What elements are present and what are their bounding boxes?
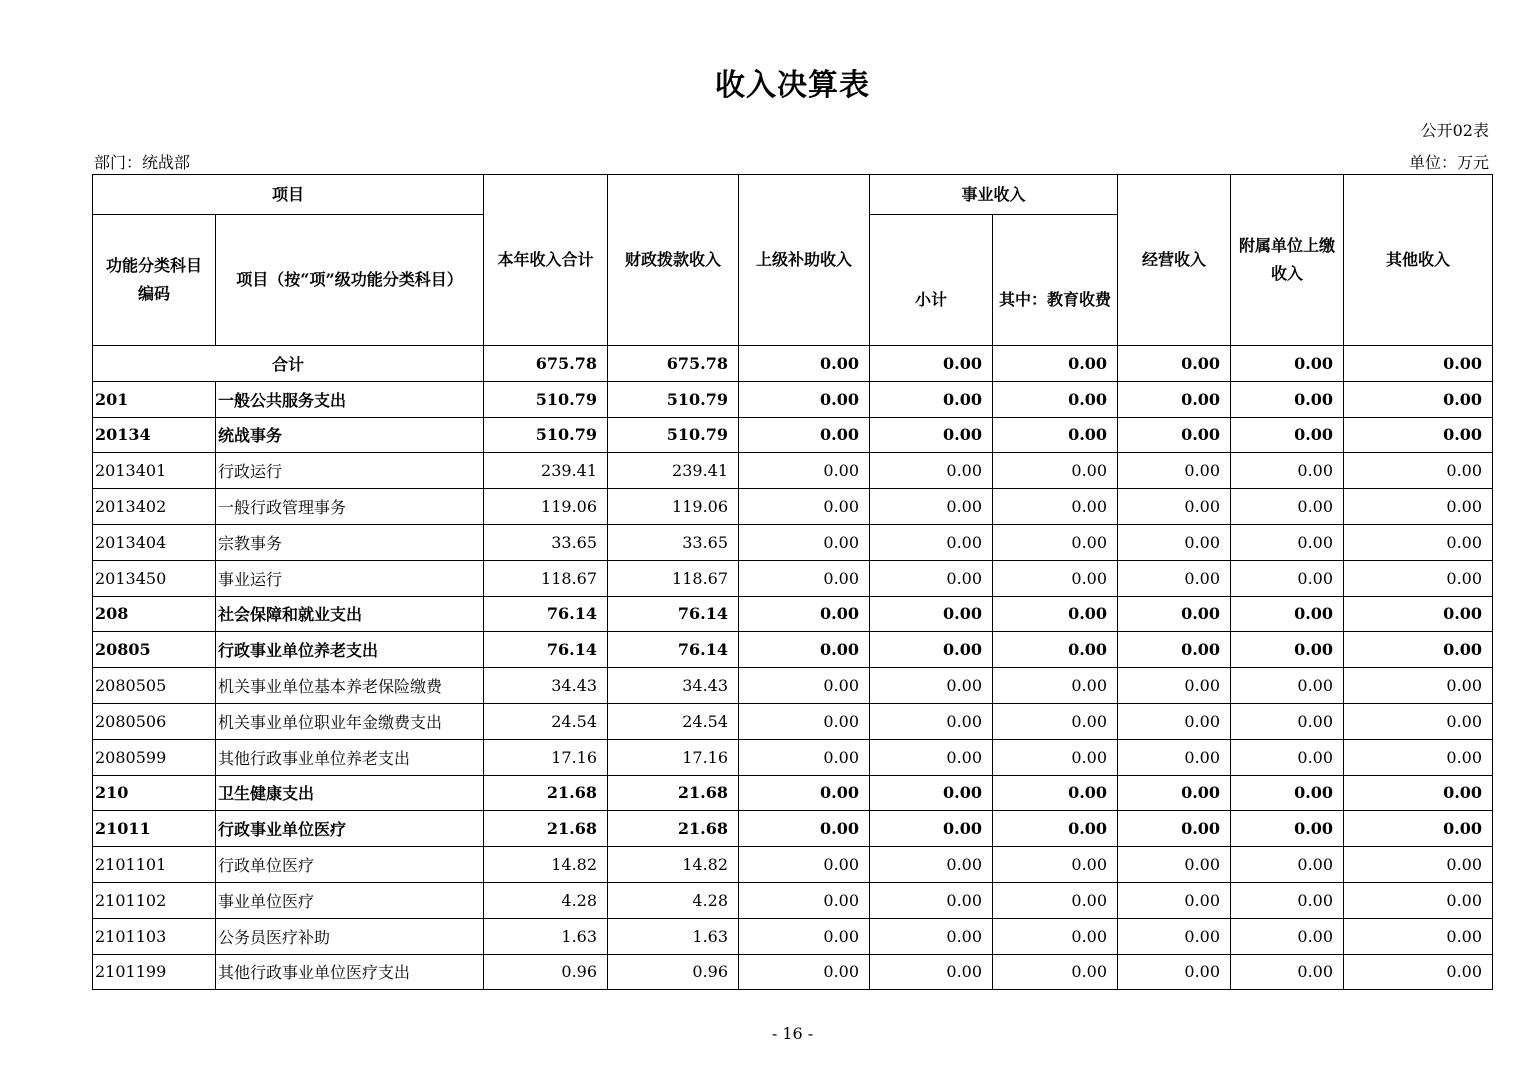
- row-value: 118.67: [484, 560, 608, 596]
- row-value: 0.00: [870, 739, 993, 775]
- row-name: 公务员医疗补助: [216, 918, 484, 954]
- row-value: 0.00: [993, 668, 1118, 704]
- row-name: 宗教事务: [216, 524, 484, 560]
- row-value: 0.00: [739, 882, 870, 918]
- row-value: 0.00: [739, 954, 870, 990]
- row-name: 机关事业单位职业年金缴费支出: [216, 703, 484, 739]
- row-code: 2013401: [93, 453, 216, 489]
- row-value: 21.68: [608, 775, 739, 811]
- row-value: 0.00: [1118, 453, 1231, 489]
- row-value: 4.28: [608, 882, 739, 918]
- row-value: 510.79: [484, 381, 608, 417]
- row-value: 0.96: [484, 954, 608, 990]
- table-row: [93, 596, 1493, 632]
- row-value: 0.00: [993, 417, 1118, 453]
- row-value: 0.00: [739, 811, 870, 847]
- row-value: 0.00: [739, 668, 870, 704]
- row-value: 0.00: [739, 417, 870, 453]
- row-value: 0.00: [1231, 775, 1344, 811]
- row-code: 2101101: [93, 847, 216, 883]
- row-code: 2101199: [93, 954, 216, 990]
- row-value: 0.00: [993, 918, 1118, 954]
- row-value: 239.41: [484, 453, 608, 489]
- row-value: 0.00: [1118, 524, 1231, 560]
- department-label: 部门：统战部: [94, 153, 191, 172]
- row-value: 14.82: [484, 847, 608, 883]
- row-value: 1.63: [484, 918, 608, 954]
- row-value: 0.00: [870, 703, 993, 739]
- row-value: 0.00: [1231, 524, 1344, 560]
- row-value: 0.00: [1231, 489, 1344, 525]
- row-value: 0.00: [1344, 775, 1493, 811]
- row-value: 0.00: [1231, 954, 1344, 990]
- row-value: 0.00: [870, 847, 993, 883]
- row-code: 2013404: [93, 524, 216, 560]
- row-value: 0.00: [870, 775, 993, 811]
- row-value: 0.00: [993, 596, 1118, 632]
- row-value: 0.00: [1344, 918, 1493, 954]
- total-value: 0.00: [739, 346, 870, 382]
- row-value: 0.00: [1231, 847, 1344, 883]
- row-code: 201: [93, 381, 216, 417]
- total-value: 0.00: [1118, 346, 1231, 382]
- row-code: 208: [93, 596, 216, 632]
- row-value: 0.00: [1231, 453, 1344, 489]
- row-value: 0.00: [1344, 489, 1493, 525]
- header-fiscal: 财政拨款收入: [608, 175, 739, 346]
- row-value: 0.00: [1118, 882, 1231, 918]
- table-row: [93, 453, 1493, 489]
- table-row: [93, 417, 1493, 453]
- row-value: 0.00: [1344, 668, 1493, 704]
- row-value: 21.68: [484, 775, 608, 811]
- row-value: 119.06: [608, 489, 739, 525]
- total-value: 675.78: [608, 346, 739, 382]
- row-name: 其他行政事业单位养老支出: [216, 739, 484, 775]
- row-value: 0.00: [993, 381, 1118, 417]
- row-value: 0.96: [608, 954, 739, 990]
- row-value: 0.00: [1118, 417, 1231, 453]
- row-value: 0.00: [739, 775, 870, 811]
- table-row: [93, 632, 1493, 668]
- row-name: 事业单位医疗: [216, 882, 484, 918]
- row-value: 0.00: [1231, 560, 1344, 596]
- row-value: 76.14: [484, 596, 608, 632]
- row-value: 0.00: [993, 811, 1118, 847]
- table-row: [93, 703, 1493, 739]
- row-value: 0.00: [870, 524, 993, 560]
- row-name: 事业运行: [216, 560, 484, 596]
- table-row: [93, 847, 1493, 883]
- table-row: [93, 954, 1493, 990]
- row-value: 0.00: [739, 703, 870, 739]
- row-name: 社会保障和就业支出: [216, 596, 484, 632]
- header-name: 项目（按“项”级功能分类科目）: [216, 215, 484, 346]
- row-value: 0.00: [870, 632, 993, 668]
- row-name: 行政事业单位医疗: [216, 811, 484, 847]
- header-total-income: 本年收入合计: [484, 175, 608, 346]
- row-value: 0.00: [993, 560, 1118, 596]
- row-value: 0.00: [739, 453, 870, 489]
- row-name: 一般行政管理事务: [216, 489, 484, 525]
- row-name: 统战事务: [216, 417, 484, 453]
- row-value: 0.00: [993, 632, 1118, 668]
- row-value: 510.79: [484, 417, 608, 453]
- row-value: 0.00: [1344, 596, 1493, 632]
- row-name: 行政事业单位养老支出: [216, 632, 484, 668]
- row-value: 118.67: [608, 560, 739, 596]
- row-value: 0.00: [1344, 847, 1493, 883]
- row-value: 0.00: [870, 596, 993, 632]
- header-superior: 上级补助收入: [739, 175, 870, 346]
- row-name: 其他行政事业单位医疗支出: [216, 954, 484, 990]
- row-value: 0.00: [1231, 381, 1344, 417]
- row-value: 33.65: [608, 524, 739, 560]
- row-name: 卫生健康支出: [216, 775, 484, 811]
- row-code: 2080505: [93, 668, 216, 704]
- row-code: 2013450: [93, 560, 216, 596]
- row-value: 21.68: [608, 811, 739, 847]
- row-value: 0.00: [1118, 668, 1231, 704]
- row-value: 0.00: [1344, 703, 1493, 739]
- total-value: 0.00: [993, 346, 1118, 382]
- row-value: 0.00: [1118, 954, 1231, 990]
- row-value: 0.00: [1231, 703, 1344, 739]
- row-value: 0.00: [993, 524, 1118, 560]
- page-number: - 16 -: [771, 1024, 814, 1043]
- table-row: [93, 489, 1493, 525]
- row-value: 34.43: [608, 668, 739, 704]
- row-value: 510.79: [608, 417, 739, 453]
- row-name: 机关事业单位基本养老保险缴费: [216, 668, 484, 704]
- row-value: 0.00: [1344, 453, 1493, 489]
- row-value: 0.00: [1231, 918, 1344, 954]
- row-value: 0.00: [870, 417, 993, 453]
- row-value: 0.00: [1118, 632, 1231, 668]
- income-table: [92, 174, 1493, 990]
- row-value: 21.68: [484, 811, 608, 847]
- row-value: 0.00: [1231, 739, 1344, 775]
- row-value: 0.00: [739, 632, 870, 668]
- row-value: 0.00: [739, 739, 870, 775]
- row-name: 一般公共服务支出: [216, 381, 484, 417]
- total-value: 0.00: [870, 346, 993, 382]
- row-value: 0.00: [1118, 918, 1231, 954]
- row-code: 20134: [93, 417, 216, 453]
- row-value: 24.54: [608, 703, 739, 739]
- table-row: [93, 381, 1493, 417]
- row-value: 0.00: [1231, 668, 1344, 704]
- header-business: 经营收入: [1118, 175, 1231, 346]
- row-code: 210: [93, 775, 216, 811]
- row-value: 17.16: [484, 739, 608, 775]
- row-value: 1.63: [608, 918, 739, 954]
- row-value: 119.06: [484, 489, 608, 525]
- row-value: 0.00: [1344, 739, 1493, 775]
- row-value: 0.00: [1344, 417, 1493, 453]
- row-value: 0.00: [993, 954, 1118, 990]
- row-value: 0.00: [1344, 524, 1493, 560]
- row-value: 0.00: [1344, 560, 1493, 596]
- row-value: 0.00: [993, 489, 1118, 525]
- row-value: 0.00: [1344, 381, 1493, 417]
- row-value: 0.00: [1231, 596, 1344, 632]
- total-value: 0.00: [1344, 346, 1493, 382]
- table-row: [93, 668, 1493, 704]
- row-value: 0.00: [739, 847, 870, 883]
- row-value: 0.00: [1118, 847, 1231, 883]
- row-value: 0.00: [1118, 703, 1231, 739]
- table-row: [93, 739, 1493, 775]
- row-value: 0.00: [1118, 775, 1231, 811]
- row-name: 行政单位医疗: [216, 847, 484, 883]
- header-other: 其他收入: [1344, 175, 1493, 346]
- header-affiliate: 附属单位上缴收入: [1231, 175, 1344, 346]
- row-value: 0.00: [870, 882, 993, 918]
- total-label: 合计: [93, 346, 484, 382]
- row-value: 24.54: [484, 703, 608, 739]
- header-item: 项目: [93, 175, 484, 215]
- total-row: [93, 346, 1493, 382]
- row-value: 0.00: [739, 918, 870, 954]
- row-value: 0.00: [870, 489, 993, 525]
- table-row: [93, 560, 1493, 596]
- row-code: 2013402: [93, 489, 216, 525]
- row-value: 0.00: [1231, 811, 1344, 847]
- row-value: 4.28: [484, 882, 608, 918]
- row-value: 0.00: [1118, 381, 1231, 417]
- row-code: 21011: [93, 811, 216, 847]
- row-value: 0.00: [1231, 417, 1344, 453]
- row-value: 0.00: [993, 703, 1118, 739]
- row-value: 510.79: [608, 381, 739, 417]
- table-row: [93, 811, 1493, 847]
- row-value: 0.00: [1231, 882, 1344, 918]
- row-value: 0.00: [1344, 632, 1493, 668]
- row-code: 2101103: [93, 918, 216, 954]
- row-value: 0.00: [739, 560, 870, 596]
- row-value: 0.00: [870, 668, 993, 704]
- row-value: 0.00: [1344, 811, 1493, 847]
- row-value: 76.14: [608, 632, 739, 668]
- header-career-group: 事业收入: [870, 175, 1118, 215]
- row-value: 76.14: [608, 596, 739, 632]
- row-value: 0.00: [1118, 560, 1231, 596]
- row-value: 76.14: [484, 632, 608, 668]
- row-value: 0.00: [993, 739, 1118, 775]
- row-value: 0.00: [870, 811, 993, 847]
- row-value: 0.00: [739, 524, 870, 560]
- table-number: 公开02表: [1420, 121, 1489, 140]
- row-value: 0.00: [993, 882, 1118, 918]
- table-row: [93, 775, 1493, 811]
- row-value: 0.00: [870, 918, 993, 954]
- row-value: 0.00: [1344, 954, 1493, 990]
- total-value: 675.78: [484, 346, 608, 382]
- header-edu: 其中：教育收费: [993, 215, 1118, 346]
- row-value: 0.00: [1118, 811, 1231, 847]
- row-value: 0.00: [993, 453, 1118, 489]
- row-value: 17.16: [608, 739, 739, 775]
- row-value: 0.00: [870, 954, 993, 990]
- table-row: [93, 882, 1493, 918]
- header-subtotal: 小计: [870, 215, 993, 346]
- table-row: [93, 524, 1493, 560]
- row-value: 0.00: [1118, 489, 1231, 525]
- row-value: 0.00: [1118, 596, 1231, 632]
- row-code: 20805: [93, 632, 216, 668]
- row-value: 0.00: [1118, 739, 1231, 775]
- row-code: 2080506: [93, 703, 216, 739]
- row-value: 0.00: [870, 453, 993, 489]
- row-code: 2101102: [93, 882, 216, 918]
- table-row: [93, 918, 1493, 954]
- row-value: 14.82: [608, 847, 739, 883]
- row-value: 33.65: [484, 524, 608, 560]
- row-value: 0.00: [739, 489, 870, 525]
- header-code: 功能分类科目编码: [93, 215, 216, 346]
- row-value: 0.00: [870, 560, 993, 596]
- row-name: 行政运行: [216, 453, 484, 489]
- row-value: 0.00: [739, 381, 870, 417]
- row-value: 0.00: [739, 596, 870, 632]
- unit-label: 单位：万元: [1408, 153, 1489, 172]
- total-value: 0.00: [1231, 346, 1344, 382]
- row-value: 0.00: [993, 847, 1118, 883]
- row-value: 0.00: [993, 775, 1118, 811]
- row-value: 239.41: [608, 453, 739, 489]
- row-value: 0.00: [870, 381, 993, 417]
- row-value: 34.43: [484, 668, 608, 704]
- row-code: 2080599: [93, 739, 216, 775]
- row-value: 0.00: [1231, 632, 1344, 668]
- page-title: 收入决算表: [715, 68, 870, 103]
- row-value: 0.00: [1344, 882, 1493, 918]
